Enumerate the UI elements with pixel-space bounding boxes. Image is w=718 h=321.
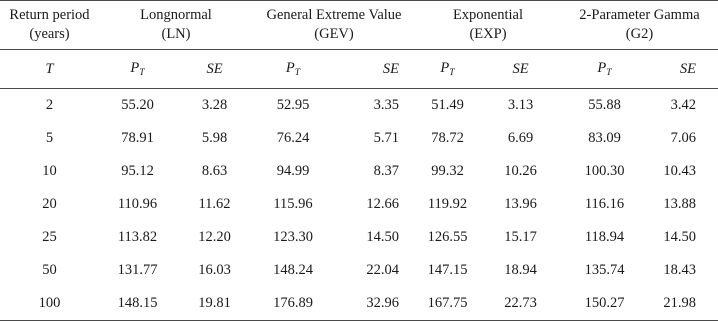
cell-exp-p: 147.15 xyxy=(427,262,468,278)
symbol-se-g2: SE xyxy=(648,50,718,89)
cell-ln-se: 3.28 xyxy=(201,97,228,113)
cell-ln-p: 110.96 xyxy=(117,196,158,212)
cell-ln-p: 148.15 xyxy=(99,287,176,321)
header-gev xyxy=(253,1,415,50)
symbol-p-exp xyxy=(415,50,480,89)
cell-ln-p: 55.20 xyxy=(121,97,154,113)
cell-exp-se: 15.17 xyxy=(504,229,537,245)
header-line: (G2) xyxy=(625,26,654,42)
header-line: (GEV) xyxy=(314,26,354,42)
cell-ln-se: 8.63 xyxy=(201,163,228,179)
cell-return-period: 20 xyxy=(42,196,57,212)
cell-ln-se: 19.81 xyxy=(176,287,253,321)
symbol-p-subscript: T xyxy=(606,68,612,78)
cell-exp-p: 99.32 xyxy=(431,163,464,179)
cell-gev-se: 22.04 xyxy=(366,262,399,278)
cell-ln-se: 16.03 xyxy=(198,262,231,278)
cell-g2-p: 150.27 xyxy=(561,287,648,321)
cell-exp-p: 78.72 xyxy=(431,130,464,146)
cell-gev-p: 76.24 xyxy=(276,130,310,146)
cell-exp-se: 22.73 xyxy=(480,287,561,321)
cell-g2-se: 18.43 xyxy=(663,262,696,278)
cell-ln-se: 5.98 xyxy=(201,130,228,146)
cell-ln-p: 131.77 xyxy=(117,262,158,278)
cell-g2-se: 10.43 xyxy=(663,163,696,179)
cell-exp-p: 119.92 xyxy=(427,196,468,212)
cell-gev-p: 52.95 xyxy=(276,97,310,113)
cell-return-period: 2 xyxy=(45,97,54,113)
cell-ln-p: 95.12 xyxy=(121,163,154,179)
symbol-se-exp: SE xyxy=(480,50,561,89)
symbol-p: P xyxy=(597,60,607,76)
group-header-row xyxy=(0,1,718,50)
cell-return-period: 10 xyxy=(42,163,57,179)
header-line: 2-Parameter Gamma xyxy=(579,7,700,23)
cell-gev-se: 32.96 xyxy=(333,287,415,321)
header-line: Exponential xyxy=(452,7,524,23)
cell-return-period: 100 xyxy=(0,287,99,321)
cell-gev-p: 123.30 xyxy=(273,229,313,245)
cell-gev-p: 115.96 xyxy=(273,196,313,212)
cell-gev-p: 176.89 xyxy=(253,287,333,321)
symbol-p-subscript: T xyxy=(449,68,455,78)
symbol-p-g2 xyxy=(561,50,648,89)
cell-gev-p: 94.99 xyxy=(276,163,310,179)
cell-ln-se: 11.62 xyxy=(198,196,231,212)
cell-ln-p: 113.82 xyxy=(117,229,158,245)
symbol-p: P xyxy=(130,60,140,76)
cell-ln-p: 78.91 xyxy=(121,130,154,146)
symbol-se-gev: SE xyxy=(333,50,415,89)
header-line: Return period xyxy=(9,7,90,23)
table-header xyxy=(0,1,718,89)
table-row xyxy=(0,287,718,321)
cell-exp-p: 167.75 xyxy=(415,287,480,321)
symbol-t: T xyxy=(0,50,99,89)
symbol-p-subscript: T xyxy=(294,68,301,78)
header-longnormal xyxy=(99,1,253,50)
cell-exp-se: 6.69 xyxy=(507,130,534,146)
cell-exp-se: 3.13 xyxy=(507,97,534,113)
cell-exp-se: 18.94 xyxy=(504,262,537,278)
header-line: (EXP) xyxy=(469,26,507,42)
symbol-se-ln: SE xyxy=(176,50,253,89)
cell-return-period: 25 xyxy=(42,229,57,245)
cell-exp-se: 10.26 xyxy=(504,163,537,179)
header-line: General Extreme Value xyxy=(266,7,402,23)
symbol-p-ln xyxy=(99,50,176,89)
table-body xyxy=(0,89,718,321)
table-row xyxy=(0,89,718,123)
cell-exp-se: 13.96 xyxy=(504,196,537,212)
cell-gev-se: 5.71 xyxy=(373,130,399,146)
cell-g2-p: 83.09 xyxy=(588,130,621,146)
table-row xyxy=(0,122,718,155)
table-row xyxy=(0,254,718,287)
symbol-p-gev xyxy=(253,50,333,89)
table-row xyxy=(0,221,718,254)
header-return-period xyxy=(0,1,99,50)
cell-g2-p: 118.94 xyxy=(584,229,625,245)
cell-ln-se: 12.20 xyxy=(198,229,231,245)
cell-g2-p: 100.30 xyxy=(584,163,625,179)
header-line: (LN) xyxy=(161,26,191,42)
symbol-p: P xyxy=(285,60,295,76)
cell-g2-se: 13.88 xyxy=(663,196,696,212)
symbol-p-subscript: T xyxy=(139,68,145,78)
header-exponential xyxy=(415,1,561,50)
cell-g2-p: 55.88 xyxy=(588,97,621,113)
cell-gev-se: 3.35 xyxy=(373,97,399,113)
cell-gev-se: 12.66 xyxy=(366,196,399,212)
header-line: (years) xyxy=(29,26,70,42)
cell-g2-se: 14.50 xyxy=(663,229,696,245)
cell-g2-se: 3.42 xyxy=(670,97,696,113)
cell-g2-se: 7.06 xyxy=(670,130,696,146)
cell-exp-p: 51.49 xyxy=(431,97,464,113)
cell-gev-se: 14.50 xyxy=(366,229,399,245)
header-line: Longnormal xyxy=(140,7,212,23)
header-gamma xyxy=(561,1,718,50)
cell-return-period: 5 xyxy=(45,130,54,146)
cell-g2-se: 21.98 xyxy=(648,287,718,321)
cell-exp-p: 126.55 xyxy=(427,229,468,245)
cell-return-period: 50 xyxy=(42,262,57,278)
cell-gev-p: 148.24 xyxy=(273,262,313,278)
cell-gev-se: 8.37 xyxy=(373,163,399,179)
symbol-header-row xyxy=(0,50,718,89)
symbol-p: P xyxy=(440,60,450,76)
cell-g2-p: 135.74 xyxy=(584,262,625,278)
table-row xyxy=(0,155,718,188)
table-row xyxy=(0,188,718,221)
cell-g2-p: 116.16 xyxy=(584,196,625,212)
